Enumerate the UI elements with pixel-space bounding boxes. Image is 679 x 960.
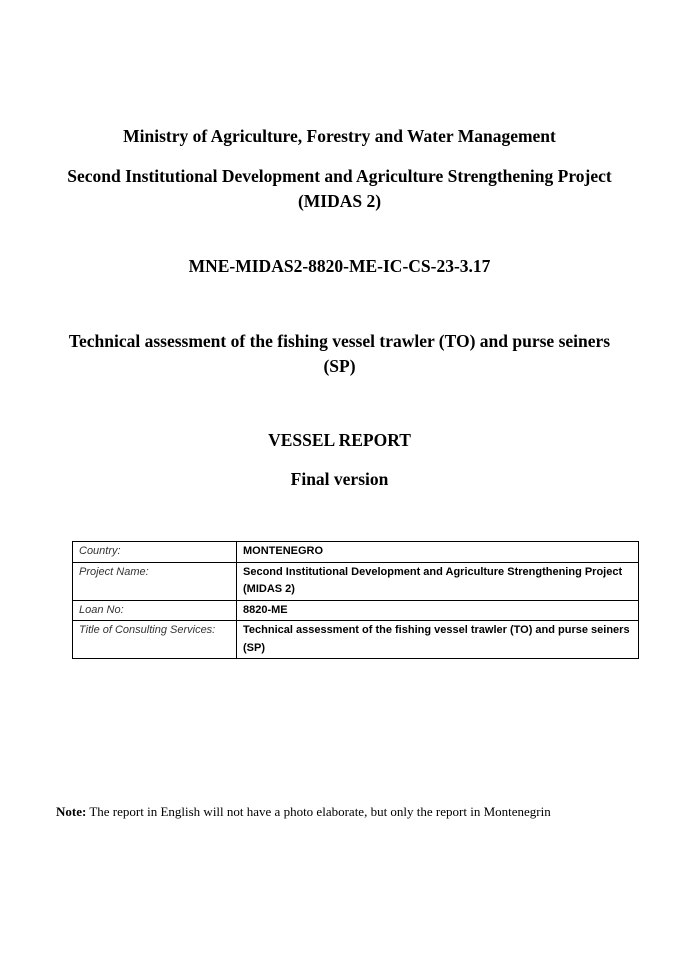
project-info-table <box>72 541 639 659</box>
row-value: 8820-ME <box>237 600 639 621</box>
version-heading: Final version <box>290 469 389 489</box>
row-label: Country: <box>73 542 237 563</box>
table-row <box>73 562 639 600</box>
row-value: MONTENEGRO <box>237 542 639 563</box>
row-label: Loan No: <box>73 600 237 621</box>
row-value: Second Institutional Development and Agriculture Strengthening Project (MIDAS 2) <box>237 562 639 600</box>
row-label: Project Name: <box>73 562 237 600</box>
table-row <box>73 600 639 621</box>
row-label: Title of Consulting Services: <box>73 621 237 659</box>
note-paragraph <box>56 803 576 821</box>
assessment-title: Technical assessment of the fishing vessel trawler (TO) and purse seiners (SP) <box>68 331 611 376</box>
ministry-heading: Ministry of Agriculture, Forestry and Water Management <box>123 126 556 146</box>
project-title: Second Institutional Development and Agriculture Strengthening Project (MIDAS 2) <box>67 166 612 211</box>
note-text: The report in English will not have a photo elaborate, but only the report in Montenegrin <box>86 804 551 819</box>
table-row <box>73 621 639 659</box>
table-row <box>73 542 639 563</box>
row-value: Technical assessment of the fishing vessel trawler (TO) and purse seiners (SP) <box>237 621 639 659</box>
reference-code: MNE-MIDAS2-8820-ME-IC-CS-23-3.17 <box>188 256 491 276</box>
report-type-heading: VESSEL REPORT <box>268 430 411 450</box>
note-label: Note: <box>56 804 87 819</box>
